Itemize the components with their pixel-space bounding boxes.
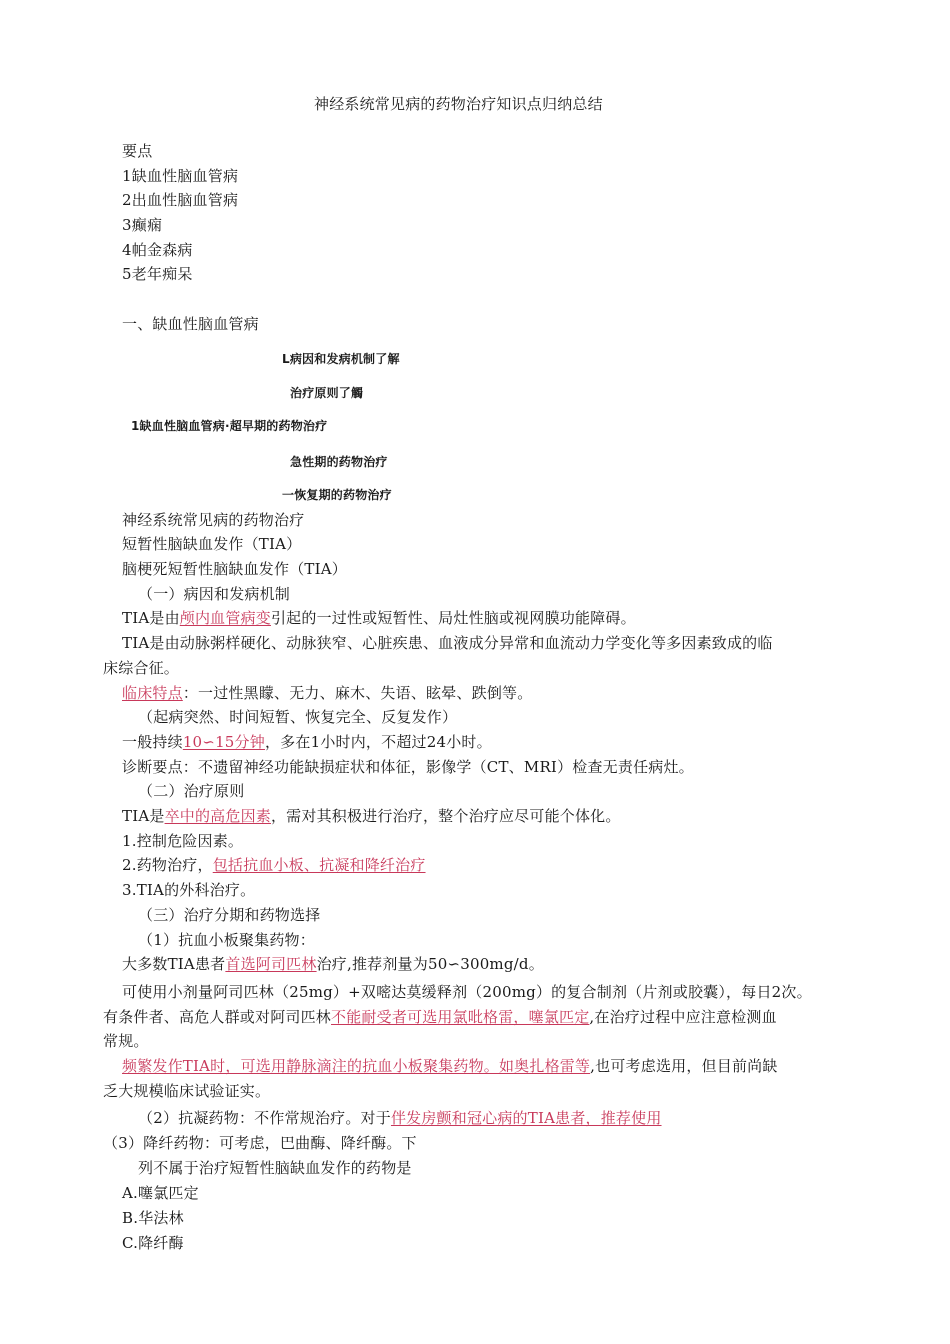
question-stem: 列不属于治疗短暂性脑缺血发作的药物是 bbox=[138, 1159, 412, 1177]
subheading: （二）治疗原则 bbox=[138, 782, 245, 800]
highlighted-text: 首选阿司匹林 bbox=[225, 955, 317, 973]
text-run: 引起的一过性或短暂性、局灶性脑或视网膜功能障碍。 bbox=[270, 609, 636, 627]
highlighted-text: 临床特点 bbox=[122, 684, 183, 702]
paragraph: 1.控制危险因素。 bbox=[122, 832, 244, 850]
paragraph: （起病突然、时间短暂、恢复完全、反复发作） bbox=[138, 708, 458, 726]
text-run: ，需对其积极进行治疗，整个治疗应尽可能个体化。 bbox=[270, 807, 621, 825]
paragraph bbox=[122, 683, 532, 703]
diagram-label: L病因和发病机制了解 bbox=[282, 352, 400, 366]
answer-option: C.降纤酶 bbox=[122, 1234, 184, 1252]
highlighted-text: 卒中的高危因素 bbox=[164, 807, 271, 825]
text-run: 2.药物治疗， bbox=[122, 856, 213, 874]
outline-item: 4帕金森病 bbox=[122, 241, 193, 259]
text-run: ,在治疗过程中应注意检测血 bbox=[589, 1008, 777, 1026]
text-run: TIA是由 bbox=[122, 609, 180, 627]
answer-option: B.华法林 bbox=[122, 1209, 184, 1227]
highlighted-text: 不能耐受者可选用氯吡格雷，噻氯匹定 bbox=[331, 1008, 590, 1026]
subheading: （1）抗血小板聚集药物： bbox=[138, 931, 315, 949]
paragraph: 床综合征。 bbox=[103, 659, 180, 677]
paragraph: 脑梗死短暂性脑缺血发作（TIA） bbox=[122, 560, 347, 578]
paragraph: 3.TIA的外科治疗。 bbox=[122, 881, 256, 899]
paragraph bbox=[122, 1056, 778, 1076]
text-run: （2）抗凝药物：不作常规治疗。对于 bbox=[138, 1109, 391, 1127]
highlighted-text: 伴发房颤和冠心病的TIA患者，推荐使用 bbox=[390, 1109, 662, 1127]
paragraph bbox=[103, 1007, 777, 1027]
section-heading: 一、缺血性脑血管病 bbox=[122, 315, 259, 333]
diagram-label: 一恢复期的药物治疗 bbox=[282, 488, 392, 502]
answer-option: A.噻氯匹定 bbox=[122, 1184, 199, 1202]
outline-item: 5老年痴呆 bbox=[122, 265, 193, 283]
paragraph bbox=[122, 732, 492, 752]
text-run: TIA是 bbox=[122, 807, 165, 825]
paragraph bbox=[122, 954, 544, 974]
paragraph: 乏大规模临床试验证实。 bbox=[103, 1082, 271, 1100]
paragraph: 常规。 bbox=[103, 1032, 149, 1050]
paragraph bbox=[138, 1108, 662, 1128]
highlighted-text: 颅内血管病变 bbox=[179, 609, 271, 627]
outline-item: 1缺血性脑血管病 bbox=[122, 167, 239, 185]
text-run: 有条件者、高危人群或对阿司匹林 bbox=[103, 1008, 332, 1026]
paragraph bbox=[122, 608, 636, 628]
paragraph: （3）降纤药物：可考虑，巴曲酶、降纤酶。下 bbox=[103, 1134, 417, 1152]
text-run: ：一过性黑矇、无力、麻木、失语、眩晕、跌倒等。 bbox=[182, 684, 533, 702]
subheading: （三）治疗分期和药物选择 bbox=[138, 906, 321, 924]
highlighted-text: 包括抗血小板、抗凝和降纤治疗 bbox=[212, 856, 426, 874]
outline-item: 3癫痫 bbox=[122, 216, 163, 234]
highlighted-text: 频繁发作TIA时，可选用静脉滴注的抗血小板聚集药物。如奥扎格雷等 bbox=[122, 1057, 591, 1075]
text-run: 一般持续 bbox=[122, 733, 183, 751]
paragraph: TIA是由动脉粥样硬化、动脉狭窄、心脏疾患、血液成分异常和血流动力学变化等多因素致成的临 bbox=[122, 634, 773, 652]
paragraph bbox=[122, 806, 621, 826]
paragraph: 短暂性脑缺血发作（TIA） bbox=[122, 535, 302, 553]
diagram-label: 急性期的药物治疗 bbox=[290, 455, 388, 469]
outline-heading: 要点 bbox=[122, 142, 153, 160]
diagram-label: 1缺血性脑血管病·超早期的药物治疗 bbox=[131, 419, 328, 433]
paragraph: 诊断要点：不遗留神经功能缺损症状和体征，影像学（CT、MRI）检查无责任病灶。 bbox=[122, 758, 694, 776]
subheading: （一）病因和发病机制 bbox=[138, 585, 291, 603]
diagram-label: 治疗原则了觸 bbox=[290, 386, 364, 400]
text-run: ，多在1小时内，不超过24小时。 bbox=[264, 733, 492, 751]
text-run: 大多数TIA患者 bbox=[122, 955, 226, 973]
paragraph: 可使用小剂量阿司匹林（25mg）+双嘧达莫缓释剂（200mg）的复合制剂（片剂或胶囊），每日2次。 bbox=[122, 983, 812, 1001]
document-title: 神经系统常见病的药物治疗知识点归纳总结 bbox=[314, 95, 603, 113]
paragraph: 神经系统常见病的药物治疗 bbox=[122, 511, 305, 529]
text-run: 治疗,推荐剂量为50∽300mg/d。 bbox=[316, 955, 544, 973]
paragraph bbox=[122, 855, 426, 875]
outline-item: 2出血性脑血管病 bbox=[122, 191, 239, 209]
highlighted-text: 10∽15分钟 bbox=[182, 733, 265, 751]
text-run: ,也可考虑选用，但目前尚缺 bbox=[590, 1057, 778, 1075]
